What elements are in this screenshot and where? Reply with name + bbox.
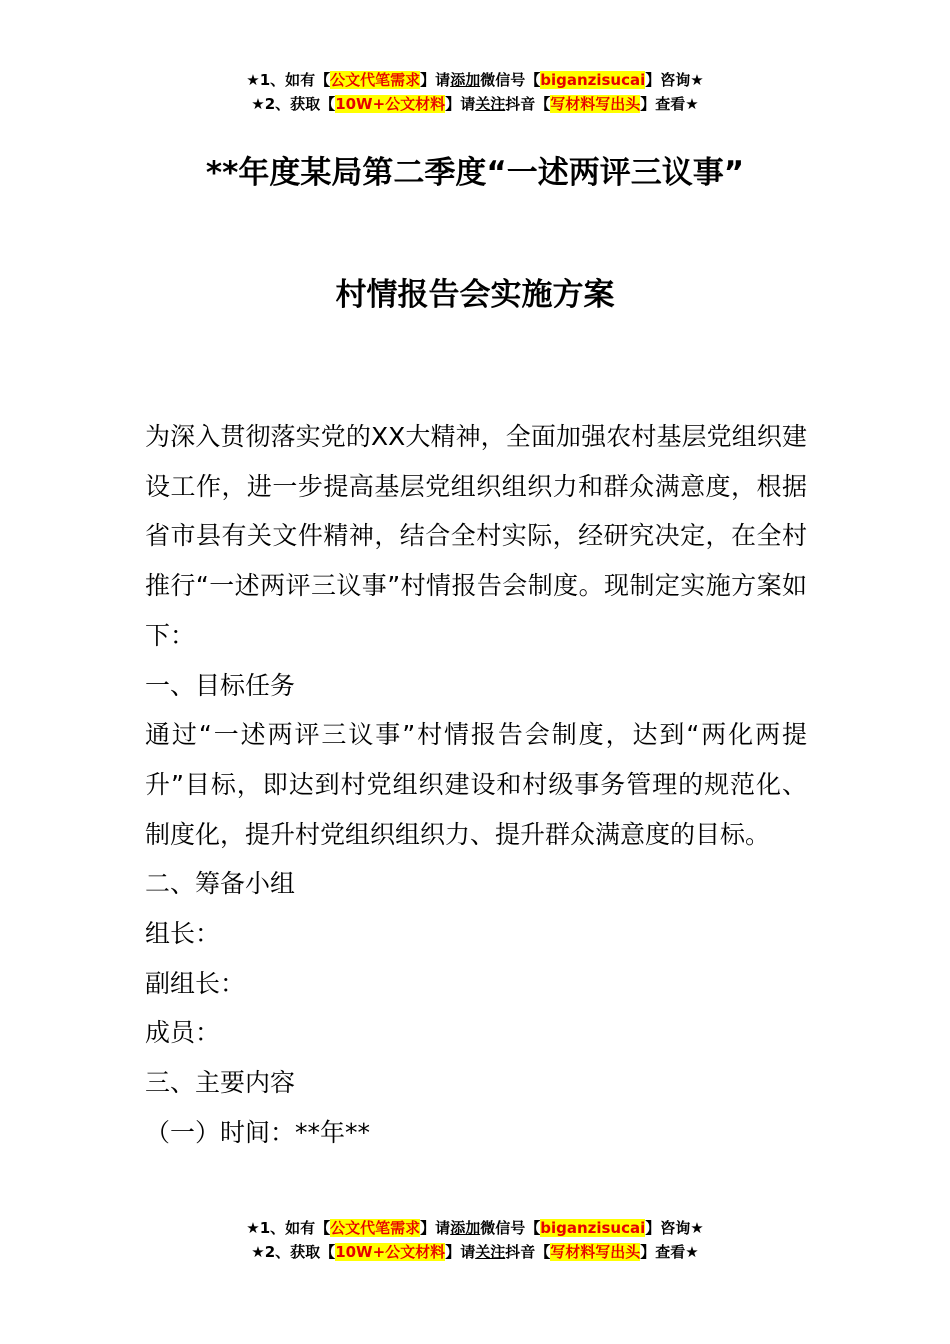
section-heading-preparation: 二、筹备小组 (145, 869, 296, 899)
document-title-line-2: 村情报告会实施方案 (335, 277, 615, 313)
footer-highlight-wechat-id: biganzisucai (540, 1219, 646, 1237)
deputy-leader-line: 副组长： (145, 968, 246, 998)
highlight-wechat-id: biganzisucai (540, 71, 646, 89)
header-banner (0, 68, 950, 116)
document-body (145, 412, 807, 1158)
banner-line-2: ★2、获取【10W+公文材料】请关注抖音【写材料写出头】查看★ (251, 95, 699, 113)
goals-paragraph: 通过“一述两评三议事”村情报告会制度，达到“两化两提升”目标，即达到村党组织建设和村级事务管理的规范化、制度化，提升村党组织组织力、提升群众满意度的目标。 (145, 720, 807, 849)
document-title-line-1: **年度某局第二季度“一述两评三议事” (205, 155, 745, 191)
section-heading-goals: 一、目标任务 (145, 670, 296, 700)
footer-highlight-ghostwriting: 公文代笔需求 (330, 1219, 421, 1237)
members-line: 成员： (145, 1018, 221, 1048)
footer-highlight-douyin: 写材料写出头 (550, 1243, 641, 1261)
leader-line: 组长： (145, 919, 221, 949)
highlight-ghostwriting: 公文代笔需求 (330, 71, 421, 89)
footer-banner (0, 1216, 950, 1264)
time-item: （一）时间：**年** (145, 1117, 371, 1147)
footer-highlight-materials: 10W+公文材料 (335, 1243, 446, 1261)
highlight-douyin: 写材料写出头 (550, 95, 641, 113)
section-heading-content: 三、主要内容 (145, 1068, 296, 1098)
banner-line-1: ★1、如有【公文代笔需求】请添加微信号【biganzisucai】咨询★ (246, 71, 704, 89)
footer-line-2: ★2、获取【10W+公文材料】请关注抖音【写材料写出头】查看★ (251, 1243, 699, 1261)
intro-paragraph: 为深入贯彻落实党的XX大精神，全面加强农村基层党组织建设工作，进一步提高基层党组织组织力和群众满意度，根据省市县有关文件精神，结合全村实际，经研究决定，在全村推行“一述两评三议事”村情报告会制度。现制定实施方案如下： (145, 422, 807, 650)
footer-line-1: ★1、如有【公文代笔需求】请添加微信号【biganzisucai】咨询★ (246, 1219, 704, 1237)
highlight-materials: 10W+公文材料 (335, 95, 446, 113)
